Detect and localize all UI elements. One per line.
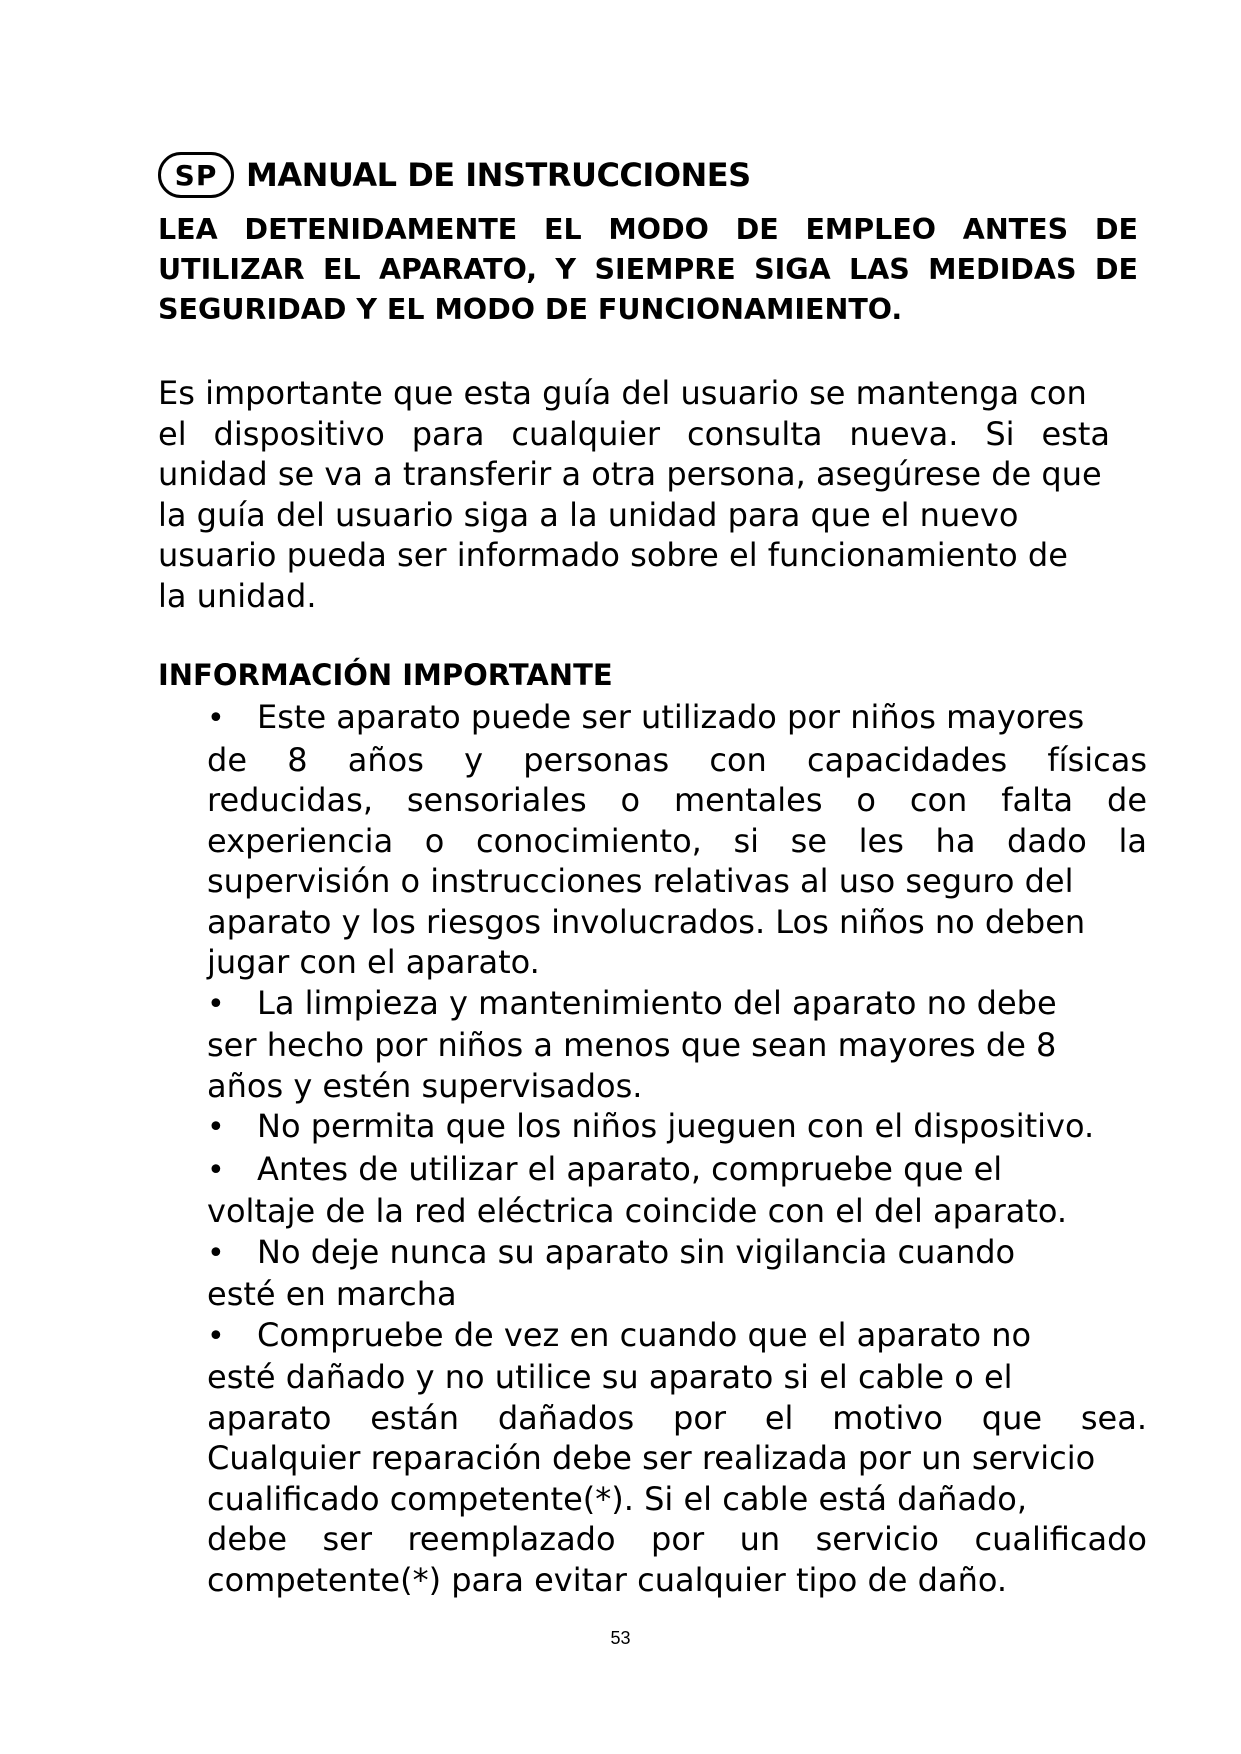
bullet-line: aparato están dañados por el motivo que sea.	[207, 1398, 1147, 1437]
manual-header	[158, 152, 751, 198]
intro-line: unidad se va a transferir a otra persona, asegúrese de que	[158, 455, 1102, 493]
bullet-line: ser hecho por niños a menos que sean mayores de 8	[207, 1026, 1057, 1064]
intro-paragraph	[158, 373, 1110, 616]
bullet-line: años y estén supervisados.	[207, 1066, 643, 1105]
bullet-icon: •	[207, 1152, 225, 1188]
bullet-line: esté en marcha	[207, 1275, 457, 1313]
intro-line: el dispositivo para cualquier consulta nueva. Si esta	[158, 414, 1110, 453]
list-item	[207, 697, 1147, 983]
bullet-line: reducidas, sensoriales o mentales o con falta de	[207, 781, 1147, 819]
bullet-icon: •	[207, 1318, 225, 1354]
intro-line: la unidad.	[158, 576, 317, 615]
bullet-line: No deje nunca su aparato sin vigilancia cuando	[257, 1232, 1016, 1271]
list-item	[207, 1106, 1147, 1149]
bullet-icon: •	[207, 1235, 225, 1271]
warning-line: SEGURIDAD Y EL MODO DE FUNCIONAMIENTO.	[158, 293, 903, 326]
bullet-line: La limpieza y mantenimiento del aparato no debe	[257, 983, 1057, 1022]
bullet-line: experiencia o conocimiento, si se les ha dado la	[207, 821, 1147, 860]
bullet-line: debe ser reemplazado por un servicio cualificado	[207, 1520, 1147, 1558]
list-item	[207, 1315, 1147, 1601]
bullet-line: aparato y los riesgos involucrados. Los niños no deben	[207, 902, 1086, 941]
bullet-line: Este aparato puede ser utilizado por niños mayores	[257, 698, 1085, 736]
intro-line: usuario pueda ser informado sobre el funcionamiento de	[158, 536, 1068, 574]
page-number: 53	[610, 1628, 631, 1648]
manual-title: MANUAL DE INSTRUCCIONES	[246, 156, 751, 194]
bullet-line: Antes de utilizar el aparato, compruebe que el	[257, 1149, 1003, 1188]
bullet-line: Compruebe de vez en cuando que el aparato no	[257, 1315, 1032, 1354]
bullet-line: Cualquier reparación debe ser realizada por un servicio	[207, 1439, 1096, 1477]
warning-line: UTILIZAR EL APARATO, Y SIEMPRE SIGA LAS MEDIDAS DE	[158, 253, 1138, 286]
bullet-icon: •	[207, 986, 225, 1022]
bullet-line: jugar con el aparato.	[207, 943, 540, 981]
bullet-line: de 8 años y personas con capacidades físicas	[207, 740, 1147, 779]
bullet-line: No permita que los niños jueguen con el dispositivo.	[257, 1107, 1095, 1145]
language-badge: SP	[158, 152, 234, 198]
warning-line: LEA DETENIDAMENTE EL MODO DE EMPLEO ANTES DE	[158, 213, 1138, 246]
list-item	[207, 1149, 1147, 1232]
bullet-line: esté dañado y no utilice su aparato si el cable o el	[207, 1358, 1013, 1396]
bullet-line: cualificado competente(*). Si el cable está dañado,	[207, 1479, 1028, 1518]
list-item	[207, 1232, 1147, 1315]
bullet-line: supervisión o instrucciones relativas al uso seguro del	[207, 862, 1074, 900]
bullet-line: voltaje de la red eléctrica coincide con el del aparato.	[207, 1192, 1068, 1230]
list-item	[207, 983, 1147, 1107]
warning-paragraph	[158, 210, 1138, 330]
bullet-icon: •	[207, 1110, 225, 1145]
bullet-icon: •	[207, 701, 225, 736]
bullet-line: competente(*) para evitar cualquier tipo de daño.	[207, 1560, 1008, 1599]
intro-line: Es importante que esta guía del usuario se mantenga con	[158, 374, 1087, 412]
intro-line: la guía del usuario siga a la unidad para que el nuevo	[158, 495, 1019, 534]
section-title: INFORMACIÓN IMPORTANTE	[158, 658, 613, 692]
bullet-list	[207, 697, 1147, 1600]
